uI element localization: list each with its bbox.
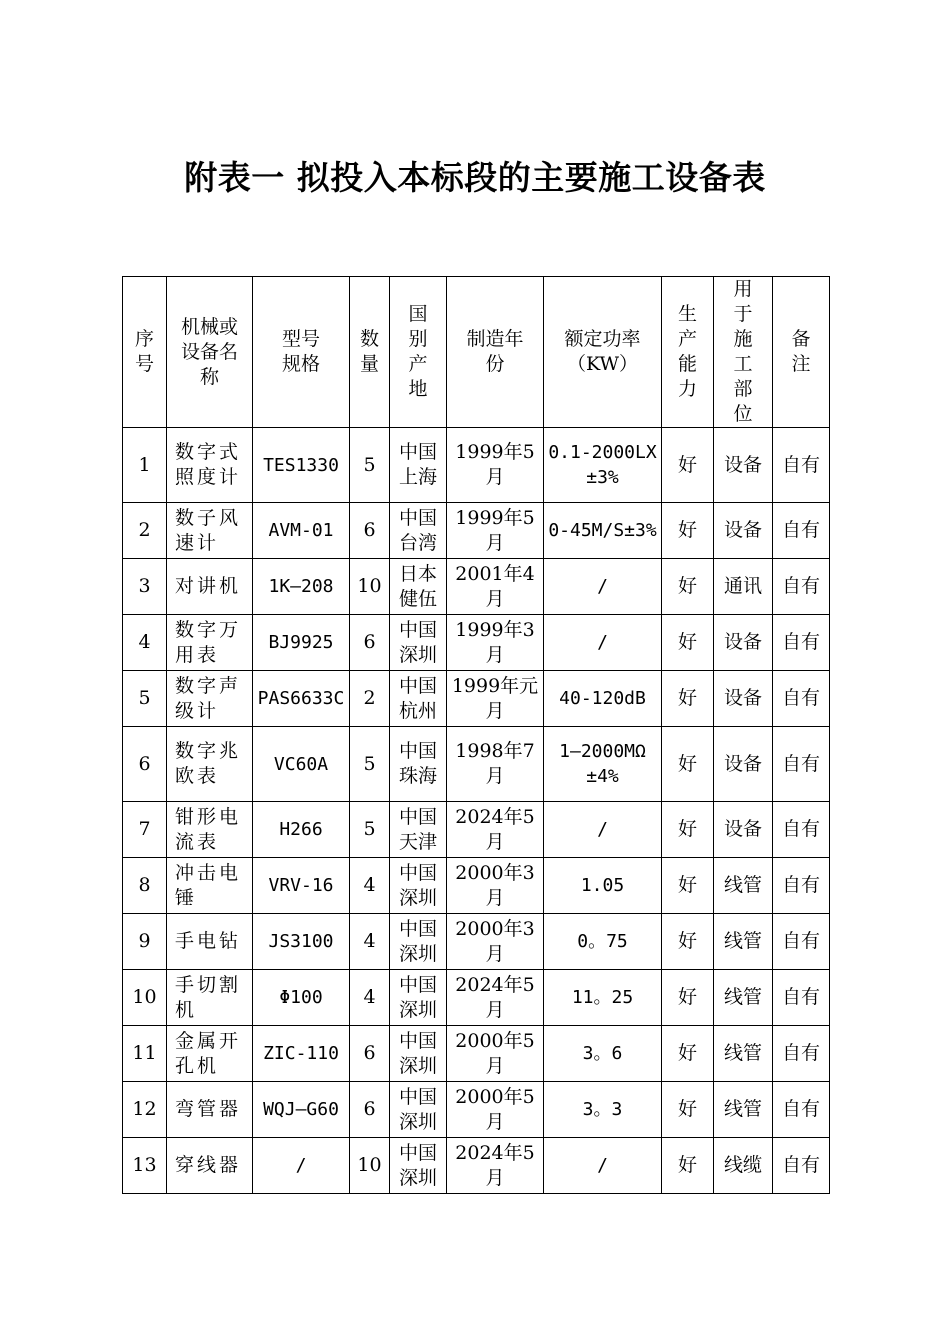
cell-power: 0-45M/S±3%	[544, 503, 662, 559]
cell-origin: 日本健伍	[390, 559, 447, 615]
cell-usage: 线管	[714, 970, 773, 1026]
cell-name: 数子风速计	[167, 503, 253, 559]
cell-name: 金属开孔机	[167, 1026, 253, 1082]
cell-capacity: 好	[662, 615, 714, 671]
cell-year: 1999年5月	[447, 503, 544, 559]
cell-model: VC60A	[253, 727, 350, 802]
cell-power: 3。6	[544, 1026, 662, 1082]
cell-usage: 通讯	[714, 559, 773, 615]
table-row	[123, 802, 830, 858]
cell-no: 1	[123, 428, 167, 503]
cell-usage: 设备	[714, 802, 773, 858]
table-row	[123, 428, 830, 503]
cell-no: 8	[123, 858, 167, 914]
cell-qty: 10	[350, 1138, 390, 1194]
cell-qty: 6	[350, 615, 390, 671]
table-row	[123, 914, 830, 970]
cell-note: 自有	[773, 1082, 830, 1138]
table-row	[123, 1026, 830, 1082]
cell-year: 2024年5月	[447, 970, 544, 1026]
table-row	[123, 1138, 830, 1194]
cell-power: 1.05	[544, 858, 662, 914]
cell-origin: 中国台湾	[390, 503, 447, 559]
cell-no: 13	[123, 1138, 167, 1194]
cell-qty: 2	[350, 671, 390, 727]
table-row	[123, 1082, 830, 1138]
cell-year: 2001年4月	[447, 559, 544, 615]
cell-origin: 中国珠海	[390, 727, 447, 802]
cell-capacity: 好	[662, 858, 714, 914]
header-cell-power: 额定功率（KW）	[544, 277, 662, 428]
cell-name: 数字式照度计	[167, 428, 253, 503]
cell-name: 数字万用表	[167, 615, 253, 671]
cell-note: 自有	[773, 559, 830, 615]
cell-note: 自有	[773, 1026, 830, 1082]
cell-year: 1999年元月	[447, 671, 544, 727]
cell-usage: 设备	[714, 428, 773, 503]
cell-no: 12	[123, 1082, 167, 1138]
cell-power: 3。3	[544, 1082, 662, 1138]
header-cell-model: 型号规格	[253, 277, 350, 428]
cell-origin: 中国深圳	[390, 858, 447, 914]
cell-usage: 设备	[714, 503, 773, 559]
cell-power: /	[544, 559, 662, 615]
cell-name: 弯管器	[167, 1082, 253, 1138]
cell-year: 2024年5月	[447, 802, 544, 858]
cell-note: 自有	[773, 428, 830, 503]
cell-note: 自有	[773, 671, 830, 727]
cell-note: 自有	[773, 858, 830, 914]
cell-capacity: 好	[662, 428, 714, 503]
cell-capacity: 好	[662, 1138, 714, 1194]
cell-name: 手切割机	[167, 970, 253, 1026]
cell-origin: 中国上海	[390, 428, 447, 503]
cell-capacity: 好	[662, 503, 714, 559]
table-row	[123, 671, 830, 727]
cell-no: 6	[123, 727, 167, 802]
cell-power: 0.1-2000LX±3%	[544, 428, 662, 503]
cell-power: 11。25	[544, 970, 662, 1026]
header-cell-year: 制造年份	[447, 277, 544, 428]
cell-capacity: 好	[662, 802, 714, 858]
cell-year: 2000年3月	[447, 914, 544, 970]
table-row	[123, 615, 830, 671]
cell-power: /	[544, 802, 662, 858]
table-row	[123, 503, 830, 559]
cell-name: 数字兆欧表	[167, 727, 253, 802]
cell-origin: 中国深圳	[390, 970, 447, 1026]
cell-model: WQJ—G60	[253, 1082, 350, 1138]
cell-no: 9	[123, 914, 167, 970]
cell-qty: 4	[350, 970, 390, 1026]
cell-note: 自有	[773, 970, 830, 1026]
cell-usage: 线管	[714, 914, 773, 970]
cell-usage: 线管	[714, 1082, 773, 1138]
cell-qty: 4	[350, 914, 390, 970]
cell-capacity: 好	[662, 1082, 714, 1138]
cell-capacity: 好	[662, 914, 714, 970]
cell-name: 手电钻	[167, 914, 253, 970]
cell-power: 1—2000MΩ±4%	[544, 727, 662, 802]
cell-no: 7	[123, 802, 167, 858]
table-row	[123, 858, 830, 914]
header-cell-no: 序号	[123, 277, 167, 428]
cell-model: JS3100	[253, 914, 350, 970]
cell-no: 2	[123, 503, 167, 559]
cell-no: 5	[123, 671, 167, 727]
cell-note: 自有	[773, 615, 830, 671]
cell-qty: 5	[350, 802, 390, 858]
page-title: 附表一 拟投入本标段的主要施工设备表	[184, 158, 766, 197]
table-row	[123, 727, 830, 802]
cell-year: 1999年3月	[447, 615, 544, 671]
cell-usage: 线管	[714, 1026, 773, 1082]
cell-usage: 设备	[714, 727, 773, 802]
cell-note: 自有	[773, 802, 830, 858]
cell-qty: 4	[350, 858, 390, 914]
cell-name: 冲击电锤	[167, 858, 253, 914]
cell-model: Φ100	[253, 970, 350, 1026]
cell-origin: 中国深圳	[390, 615, 447, 671]
cell-model: 1K—208	[253, 559, 350, 615]
cell-usage: 线管	[714, 858, 773, 914]
cell-no: 4	[123, 615, 167, 671]
cell-origin: 中国杭州	[390, 671, 447, 727]
cell-no: 10	[123, 970, 167, 1026]
cell-note: 自有	[773, 727, 830, 802]
cell-name: 穿线器	[167, 1138, 253, 1194]
cell-year: 1998年7月	[447, 727, 544, 802]
cell-model: H266	[253, 802, 350, 858]
equipment-table	[122, 276, 830, 1194]
cell-usage: 设备	[714, 671, 773, 727]
cell-capacity: 好	[662, 1026, 714, 1082]
cell-power: /	[544, 1138, 662, 1194]
cell-power: 40-120dB	[544, 671, 662, 727]
cell-qty: 10	[350, 559, 390, 615]
cell-model: BJ9925	[253, 615, 350, 671]
cell-year: 2000年5月	[447, 1026, 544, 1082]
table-row	[123, 970, 830, 1026]
cell-year: 2000年5月	[447, 1082, 544, 1138]
cell-no: 11	[123, 1026, 167, 1082]
cell-model: ZIC-110	[253, 1026, 350, 1082]
cell-qty: 6	[350, 503, 390, 559]
cell-capacity: 好	[662, 559, 714, 615]
cell-model: VRV-16	[253, 858, 350, 914]
cell-model: AVM-01	[253, 503, 350, 559]
cell-model: PAS6633C	[253, 671, 350, 727]
header-cell-origin: 国别产地	[390, 277, 447, 428]
cell-name: 钳形电流表	[167, 802, 253, 858]
cell-origin: 中国深圳	[390, 914, 447, 970]
header-cell-capacity: 生产能力	[662, 277, 714, 428]
cell-year: 2024年5月	[447, 1138, 544, 1194]
cell-name: 数字声级计	[167, 671, 253, 727]
cell-usage: 设备	[714, 615, 773, 671]
cell-model: TES1330	[253, 428, 350, 503]
cell-origin: 中国深圳	[390, 1026, 447, 1082]
cell-qty: 5	[350, 428, 390, 503]
table-body	[123, 428, 830, 1194]
cell-year: 2000年3月	[447, 858, 544, 914]
cell-power: /	[544, 615, 662, 671]
cell-capacity: 好	[662, 727, 714, 802]
cell-name: 对讲机	[167, 559, 253, 615]
cell-power: 0。75	[544, 914, 662, 970]
header-cell-note: 备注	[773, 277, 830, 428]
cell-capacity: 好	[662, 970, 714, 1026]
cell-qty: 5	[350, 727, 390, 802]
cell-origin: 中国天津	[390, 802, 447, 858]
header-cell-usage: 用于施工部位	[714, 277, 773, 428]
cell-origin: 中国深圳	[390, 1138, 447, 1194]
cell-usage: 线缆	[714, 1138, 773, 1194]
cell-note: 自有	[773, 503, 830, 559]
cell-capacity: 好	[662, 671, 714, 727]
cell-note: 自有	[773, 1138, 830, 1194]
cell-no: 3	[123, 559, 167, 615]
table-header-row	[123, 277, 830, 428]
cell-qty: 6	[350, 1082, 390, 1138]
header-cell-qty: 数量	[350, 277, 390, 428]
header-cell-name: 机械或设备名称	[167, 277, 253, 428]
cell-qty: 6	[350, 1026, 390, 1082]
cell-origin: 中国深圳	[390, 1082, 447, 1138]
cell-note: 自有	[773, 914, 830, 970]
cell-model: /	[253, 1138, 350, 1194]
table-row	[123, 559, 830, 615]
cell-year: 1999年5月	[447, 428, 544, 503]
